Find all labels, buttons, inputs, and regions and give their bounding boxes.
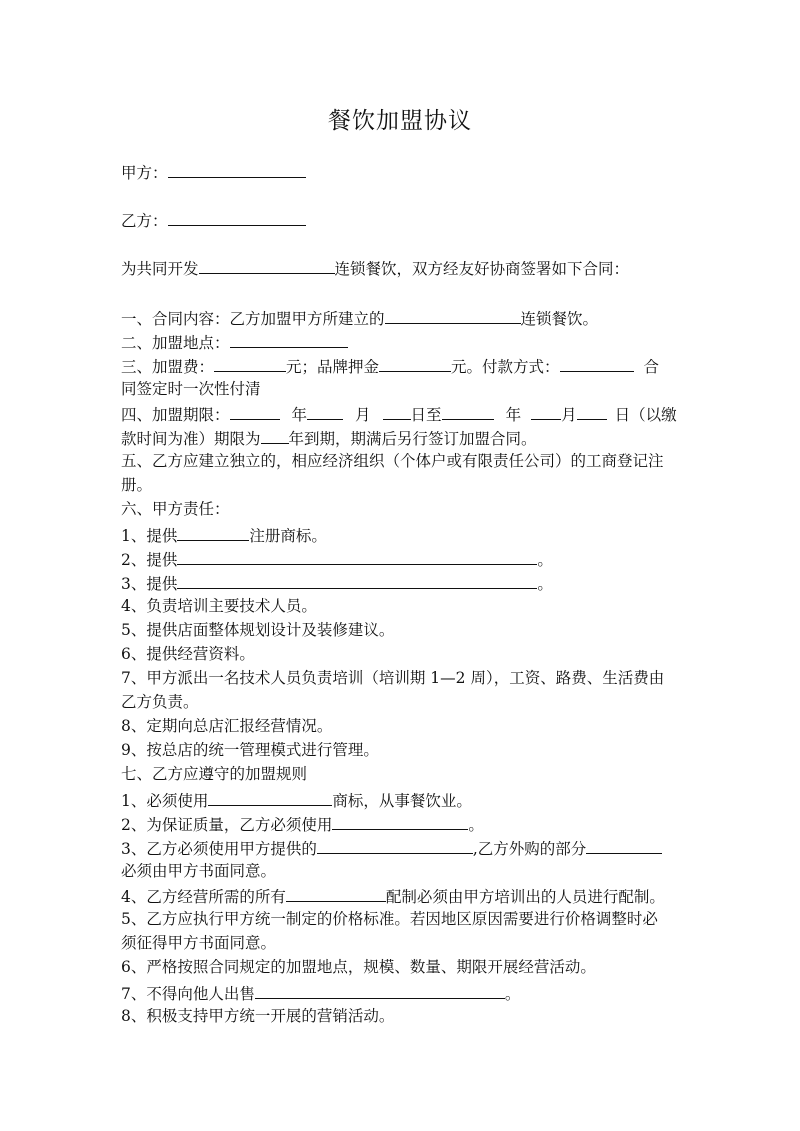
item-6-2-period: 。	[537, 551, 553, 569]
section-3-line-2: 同签定时一次性付清	[121, 380, 261, 398]
section-4-label: 四、加盟期限：	[121, 406, 230, 424]
start-year-blank	[230, 402, 280, 420]
item-7-1-blank	[208, 788, 332, 806]
section-6-item-4: 4、负责培训主要技术人员。	[121, 597, 317, 615]
section-1	[121, 306, 598, 330]
section-2-label: 二、加盟地点：	[121, 334, 230, 352]
party-a-blank	[168, 160, 306, 178]
section-7-item-6: 6、严格按照合同规定的加盟地点，规模、数量、期限开展经营活动。	[121, 958, 596, 976]
item-7-2-blank	[332, 812, 468, 830]
item-7-7-period: 。	[504, 985, 521, 1003]
start-day-blank	[383, 402, 411, 420]
section-7-item-1	[121, 788, 472, 812]
item-6-3-period: 。	[537, 575, 553, 593]
section-3-label: 三、加盟费：	[121, 358, 215, 376]
item-7-7-blank	[255, 981, 505, 999]
section-7-item-3-line-1	[121, 836, 662, 860]
item-6-3-blank	[177, 571, 537, 589]
start-month-blank	[307, 402, 343, 420]
item-7-4-blank	[286, 884, 386, 902]
section-5-line-2: 册。	[121, 476, 153, 494]
item-7-3-prefix: 3、乙方必须使用甲方提供的	[121, 840, 317, 858]
section-7-item-4	[121, 884, 665, 908]
end-day-label: 日（以缴	[614, 406, 677, 424]
section-3-deposit: 元；品牌押金	[286, 358, 380, 376]
item-7-1-suffix: 商标，从事餐饮业。	[332, 792, 472, 810]
item-7-2-period: 。	[468, 816, 484, 834]
section-7-item-7	[121, 981, 520, 1005]
item-7-3-blank-b	[586, 836, 662, 854]
intro-blank	[199, 256, 335, 274]
party-a-label: 甲方：	[121, 164, 168, 182]
item-6-2-prefix: 2、提供	[121, 551, 178, 569]
section-4-line-1	[121, 402, 677, 426]
section-7-item-2	[121, 812, 484, 836]
trademark-blank	[177, 523, 249, 541]
deposit-blank	[379, 354, 451, 372]
section-7-item-5-line-1: 5、乙方应执行甲方统一制定的价格标准。若因地区原因需要进行价格调整时必	[121, 910, 658, 928]
end-year-label: 年	[505, 406, 522, 424]
party-b-label: 乙方：	[121, 212, 168, 230]
term-years-blank	[261, 426, 289, 444]
party-a-line	[121, 160, 306, 184]
section-7-item-5-line-2: 须征得甲方书面同意。	[121, 934, 277, 952]
party-b-blank	[168, 208, 306, 226]
item-6-3-prefix: 3、提供	[121, 575, 178, 593]
item-7-4-prefix: 4、乙方经营所需的所有	[121, 888, 286, 906]
section-1-prefix: 一、合同内容：乙方加盟甲方所建立的	[121, 310, 385, 328]
section-6-item-8: 8、定期向总店汇报经营情况。	[121, 717, 333, 735]
end-year-blank	[442, 402, 494, 420]
document-title: 餐饮加盟协议	[328, 108, 472, 134]
month-label: 月	[355, 406, 371, 424]
intro-suffix: 连锁餐饮，双方经友好协商签署如下合同：	[334, 260, 630, 278]
payment-blank	[560, 354, 634, 372]
section-6-item-9: 9、按总店的统一管理模式进行管理。	[121, 741, 379, 759]
item-7-7-prefix: 7、不得向他人出售	[121, 985, 255, 1003]
item-7-2-prefix: 2、为保证质量，乙方必须使用	[121, 816, 333, 834]
section-6-title: 六、甲方责任：	[121, 500, 230, 518]
item-6-2-blank	[177, 547, 537, 565]
party-b-line	[121, 208, 306, 232]
day-to-label: 日至	[410, 406, 442, 424]
section-7-item-3-line-2: 必须由甲方书面同意。	[121, 862, 277, 880]
fee-blank	[214, 354, 286, 372]
intro-line	[121, 256, 629, 280]
end-month-blank	[531, 402, 561, 420]
section-6-item-7-line-2: 乙方负责。	[121, 693, 199, 711]
section-6-item-6: 6、提供经营资料。	[121, 645, 255, 663]
section-7-item-8: 8、积极支持甲方统一开展的营销活动。	[121, 1007, 395, 1025]
item-6-1-prefix: 1、提供	[121, 527, 178, 545]
item-7-3-middle: ,乙方外购的部分	[472, 840, 587, 858]
end-day-blank	[577, 402, 607, 420]
section-2-blank	[230, 330, 348, 348]
section-7-title: 七、乙方应遵守的加盟规则	[121, 765, 308, 783]
term-suffix: 年到期，期满后另行签订加盟合同。	[288, 430, 537, 448]
year-label: 年	[291, 406, 308, 424]
intro-prefix: 为共同开发	[121, 260, 199, 278]
item-7-4-suffix: 配制必须由甲方培训出的人员进行配制。	[385, 888, 665, 906]
item-7-1-prefix: 1、必须使用	[121, 792, 209, 810]
section-1-suffix: 连锁餐饮。	[520, 310, 599, 328]
section-6-item-2	[121, 547, 553, 571]
section-5-line-1: 五、乙方应建立独立的，相应经济组织（个体户或有限责任公司）的工商登记注	[121, 452, 664, 470]
section-4-line-2	[121, 426, 537, 450]
section-2	[121, 330, 348, 354]
end-month-label: 月	[561, 406, 577, 424]
term-prefix: 款时间为准）期限为	[121, 430, 261, 448]
item-6-1-suffix: 注册商标。	[249, 527, 327, 545]
section-3-tail: 合	[643, 358, 660, 376]
section-1-blank	[385, 306, 521, 324]
item-7-3-blank-a	[317, 836, 473, 854]
section-6-item-1	[121, 523, 327, 547]
section-6-item-7-line-1: 7、甲方派出一名技术人员负责培训（培训期 1—2 周），工资、路费、生活费由	[121, 669, 665, 687]
section-6-item-5: 5、提供店面整体规划设计及装修建议。	[121, 621, 395, 639]
section-3-line-1	[121, 354, 659, 378]
section-3-payment: 元。付款方式：	[451, 358, 560, 376]
section-6-item-3	[121, 571, 553, 595]
